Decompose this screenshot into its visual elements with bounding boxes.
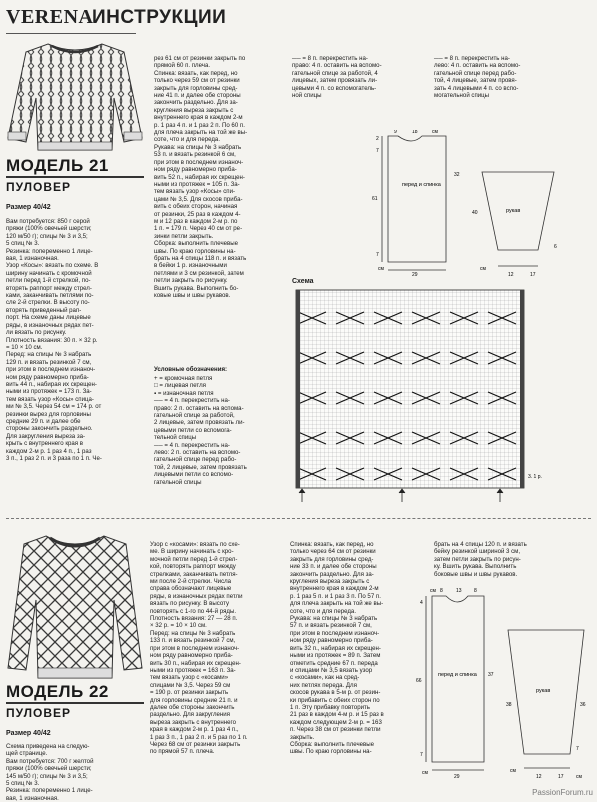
svg-text:8: 8 [440,588,443,594]
model-21-pattern-drawing [292,130,592,278]
sweater-21-illustration [6,38,144,152]
svg-text:7: 7 [376,148,379,154]
model-21-text-col4: ── = 8 п. перекрестить на- лево: 4 п. оставить на вспомо- гательной спице перед рабо- той, 4 лицевые, затем провя- зать 4 лицевыми 4 п. со вспо- могательной спицы [434,55,521,100]
svg-text:см: см [430,588,436,594]
legend-title: Условные обозначения: [154,366,228,373]
front-back-piece-21 [388,136,446,262]
watermark: PassionForum.ru [532,788,593,797]
svg-text:37: 37 [488,672,494,678]
model-21-size: Размер 40/42 [6,204,51,211]
svg-text:4: 4 [420,600,423,606]
sweater-22-illustration [6,530,144,680]
model-22-rule [6,702,144,704]
model-22-pattern-drawing [404,586,594,782]
svg-text:32: 32 [454,172,460,178]
svg-text:12: 12 [508,272,514,278]
svg-text:рукав: рукав [506,208,521,214]
model-21-text-col1: Вам потребуется: 850 г серой пряжи (100% овечьей шерсти; 120 м/50 г); спицы № 3 и 3,5; 5 спиц № 3. Резинка: попеременно 1 лице- вая, 1 изнаночная. Узор «Косы»: вязать по схеме. В ширину начинать с кромочной петли перед 1-й стрелкой, по- вторять раппорт между стрел- ками, заканчивать петлями по- сле 2-й стрелки. В высоту по- вторять приведенный рап- порт. На схеме даны лицевые ряды, в изнаночных рядах пет- ли вязать по рисунку. Плотность вязания: 30 п. × 32 р. = 10 × 10 см. Перед: на спицы № 3 набрать 129 п. и вязать резинкой 7 см, при этом в последнем изнаноч- ном ряду равномерно прибa- вить 44 п., набирая их скрещен- ными из протяжек = 173 п. За- тем вязать узор «Косы» спица- ми № 3,5. Через 54 см = 174 р. от резинки вырез для горловины средние 29 п. и далее обе стороны закончить раздельно. Для закругления выреза за- крыть с внутреннего края в каждом 2-м р. 1 раз 4 п., 1 раз 3 п., 1 раз 2 п. и 3 раза по 1 п. Че- [6,218,102,462]
svg-text:см: см [432,130,438,135]
model-22-text-col4: брать на 4 спицы 120 п. и вязать бейку резинкой шириной 3 см, затем петли закрыть по рисун- ку. Вшить рукава. Выполнить боковые швы и швы рукавов. [434,541,527,578]
model-22-text-col1: Схема приведена на следую- щей странице. Вам потребуется: 700 г желтой пряжи (100% овечьей шерсти; 145 м/50 г); спицы № 3 и 3,5; 5 спиц № 3. Резинка: попеременно 1 лице- вая, 1 изнаночная. [6,743,94,802]
schema-title: Схема [292,278,314,285]
svg-text:29: 29 [412,272,418,278]
model-21-subtitle: ПУЛОВЕР [6,180,72,194]
svg-text:перед и спинка: перед и спинка [438,672,477,678]
knitting-chart [292,288,584,510]
svg-text:29: 29 [454,774,460,780]
svg-text:18: 18 [412,130,418,135]
svg-text:см: см [576,774,582,780]
svg-text:см: см [422,770,428,776]
svg-text:8: 8 [474,588,477,594]
svg-text:61: 61 [372,196,378,202]
svg-text:7: 7 [576,746,579,752]
page-title: ИНСТРУКЦИИ [92,7,227,28]
svg-text:см: см [378,266,384,272]
svg-text:66: 66 [416,678,422,684]
svg-text:перед и спинка: перед и спинка [402,182,441,188]
svg-text:рукав: рукав [536,688,551,694]
model-22-subtitle: ПУЛОВЕР [6,706,72,720]
model-22-size: Размер 40/42 [6,730,51,737]
front-back-piece-22 [432,596,484,762]
header-divider [6,33,136,34]
svg-text:17: 17 [530,272,536,278]
svg-text:36: 36 [580,702,586,708]
model-21-text-col2: рез 61 см от резинки закрыть по прямой 60 п. плеча. Спинка: вязать, как перед, но только через 59 см от резинки закрыть для горловины сред- ние 41 п. и далее обе стороны закончить раздельно. Для за- кругления выреза закрыть с внутреннего края в каждом 2-м р. 1 раз 4 п. и 1 раз 2 п. По 60 п. для плеча закрыть на той же вы- соте, что и для переда. Рукава: на спицы № 3 набрать 53 п. и вязать резинкой 6 см, при этом в последнем изнаноч- ном ряду равномерно прибa- вить 52 п., набирая их скрещен- ными из протяжек = 105 п. За- тем вязать узор «Косы» спи- цами № 3,5. Для скосов прибa- вить с обеих сторон, начиная от резинки, 25 раз в каждом 4- м и 12 раз в каждом 2-м р. по 1 п. = 179 п. Через 40 см от ре- зинки петли закрыть. Сборка: выполнить плечевые швы. По краю горловины на- брать на 4 спицы 118 п. и вязать в бейки 1 р. изнаночными петлями и 3 см резинкой, затем петли закрыть по рисунку. Вшить рукава. Выполнить бо- ковые швы и швы рукавов. [154,55,248,299]
model-21-title: МОДЕЛЬ 21 [6,156,109,175]
svg-text:см: см [510,768,516,774]
section-divider [6,518,591,519]
svg-text:6: 6 [554,244,557,250]
model-22-title: МОДЕЛЬ 22 [6,682,109,701]
svg-text:7: 7 [376,252,379,258]
model-22-text-col3: Спинка: вязать, как перед, но только через 64 см от резинки закрыть для горловины сред- ние 33 п. и далее обе стороны закончить раздельно. Для за- кругления выреза закрыть с внутреннего края в каждом 2-м р. 1 раз 5 п. и 1 раз 3 п. По 57 п. для плеча закрыть на той же вы- соте, что и для переда. Рукава: на спицы № 3 набрать 57 п. и вязать резинкой 7 см, при этом в последнем изнаноч- ном ряду равномерно прибa- вить 32 п., набирая их скрещен- ными из протяжек = 89 п. Затем отметить средние 67 п. переда и спицами № 3,5 вязать узор с «косами», как на сред- них петлях переда. Для скосов рукава в 5-м р. от резин- ки прибавить с обеих сторон по 1 п. Эту прибавку повторить 21 раз в каждом 4-м р. и 15 раз в каждом следующем 2-м р. = 163 п. Через 38 см от резинки петли закрыть. Сборка: выполнить плечевые швы. По краю горловины на- [290,541,384,756]
svg-text:9: 9 [394,130,397,135]
svg-text:13: 13 [456,588,462,594]
chart-grid [296,290,524,488]
svg-text:2: 2 [376,136,379,142]
svg-text:17: 17 [558,774,564,780]
model-22-text-col2: Узор с «косами»: вязать по схе- ме. В ширину начинать с кро- мочной петли перед 1-й стрел- кой, повторять раппорт между стрелками, заканчивать петля- ми после 2-й стрелки. Числа справа обозначают лицевые ряды, в изнаночных рядах петли вязать по рисунку. В высоту повторять с 1-го по 44-й ряды. Плотность вязания: 27 — 28 п. × 32 р. = 10 × 10 см. Перед: на спицы № 3 набрать 133 п. и вязать резинкой 7 см, при этом в последнем изнаноч- ном ряду равномерно прибa- вить 30 п., набирая их скрещен- ными из протяжек = 163 п. За- тем вязать узор с «косами» спицами № 3,5. Через 59 см = 190 р. от резинки закрыть для горловины средние 21 п. и далее обе стороны закончить раздельно. Для закругления выреза закрыть с внутреннего края в каждом 2-м р. 1 раз 4 п., 1 раз 3 п., 1 раз 2 п. и 5 раз по 1 п. Через 68 см от резинки закрыть по прямой 57 п. плеча. [150,541,248,756]
svg-text:7: 7 [420,752,423,758]
model-21-text-col3: ── = 8 п. перекрестить на- право: 4 п. оставить на вспомо- гательной спице за работой, 4 лицевых, затем провязать ли- цевыми 4 п. со вспомогатель- ной спицы [292,55,382,100]
brand-logo: VERENA [6,6,94,28]
legend-text: + = кромочная петля □ = лицевая петля ▪ = изнаночная петля ── = 4 п. перекрестить на- право: 2 п. оставить на вспома- гательной спице за работой, 2 лицевые, затем провязать ли- цевыми петли со вспомога- тельной спицы ── = 4 п. перекрестить на- лево: 2 п. оставить на вспомо- гательной спице перед рабо- той, 2 лицевые, затем провязать лицевыми петли со вспомо- гательной спицы [154,375,247,486]
repeat-arrows [299,489,503,502]
svg-text:38: 38 [506,702,512,708]
svg-text:12: 12 [536,774,542,780]
svg-text:см: см [480,266,486,272]
svg-text:40: 40 [472,210,478,216]
svg-text:3. 1 р.: 3. 1 р. [528,474,542,480]
model-21-rule [6,176,144,178]
